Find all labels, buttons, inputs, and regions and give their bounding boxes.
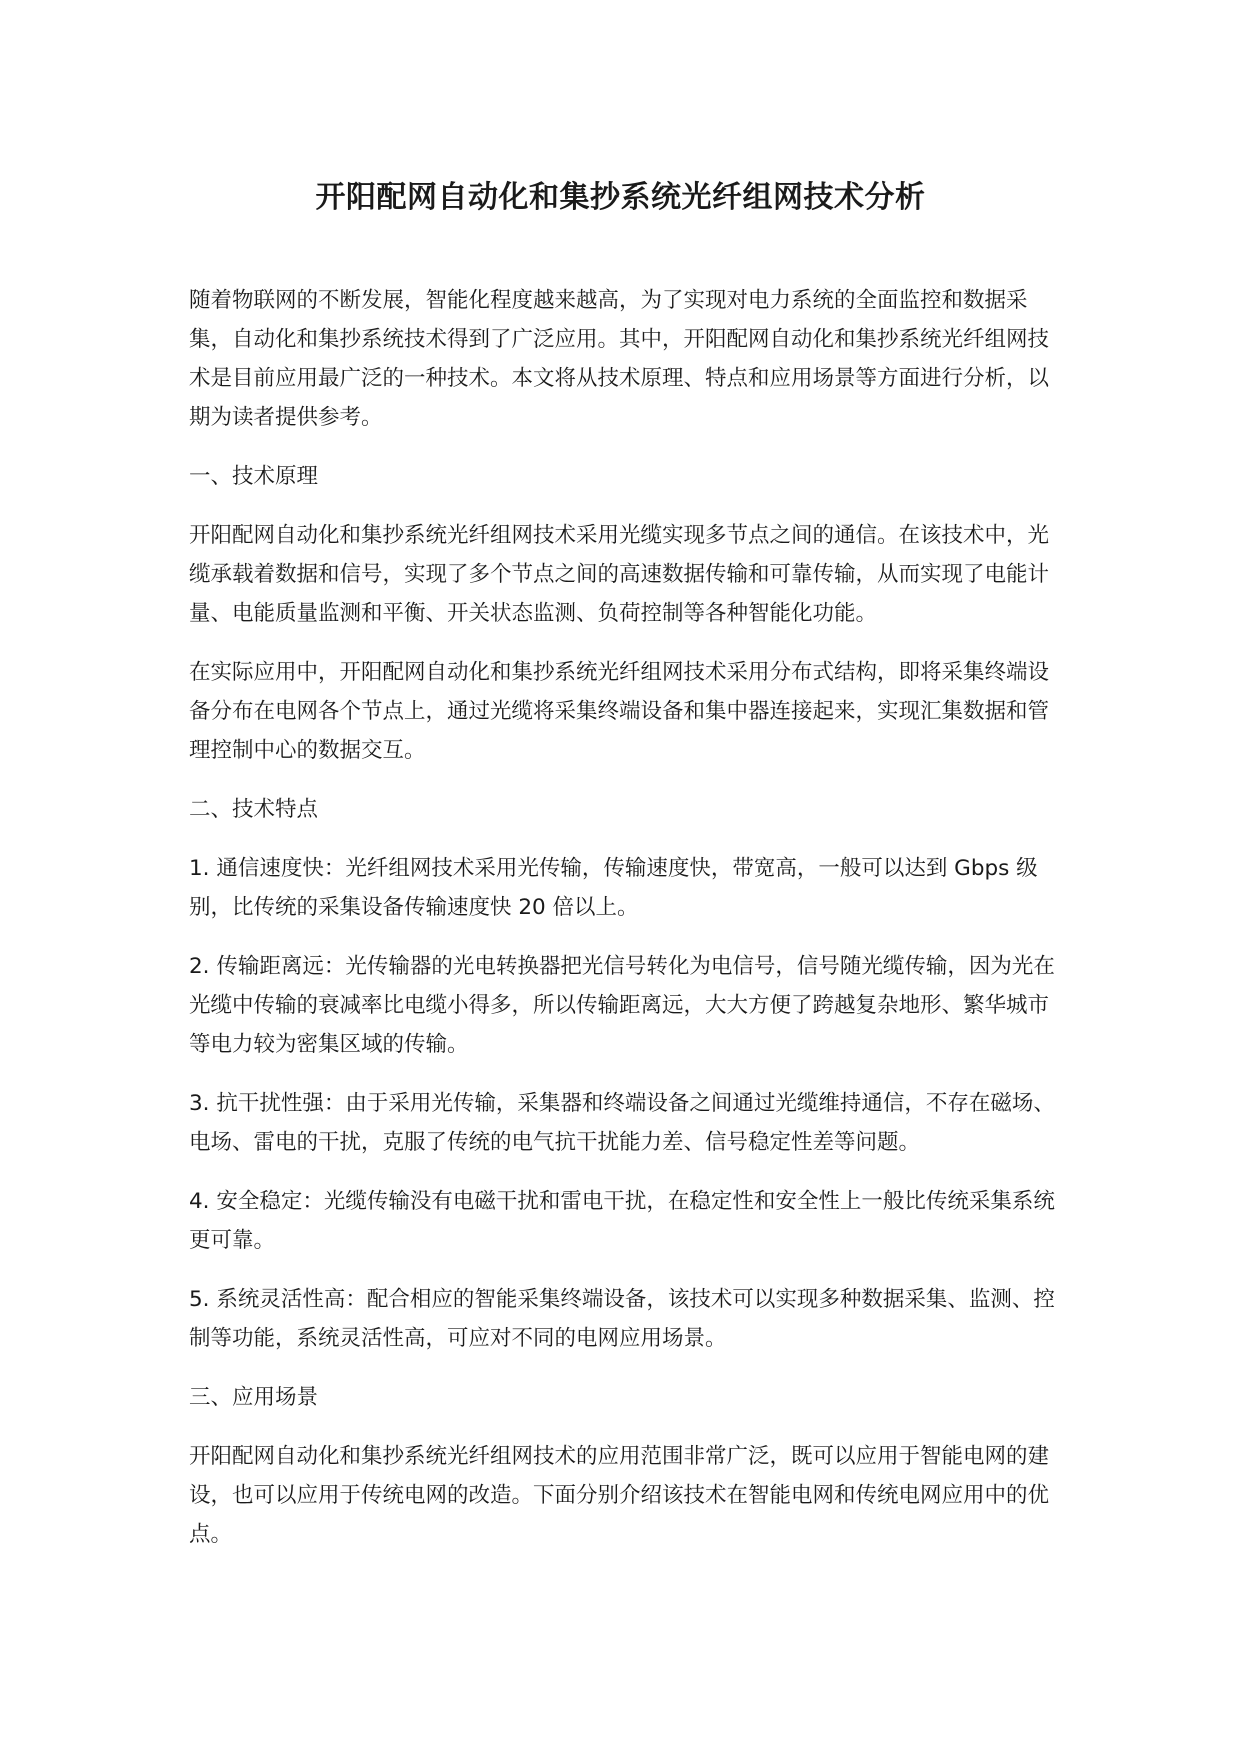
principle-paragraph-2: 在实际应用中，开阳配网自动化和集抄系统光纤组网技术采用分布式结构，即将采集终端设备分布在电网各个节点上，通过光缆将采集终端设备和集中器连接起来，实现汇集数据和管理控制中心的数据交互。 (189, 660, 1050, 763)
document-title: 开阳配网自动化和集抄系统光纤组网技术分析 (315, 180, 926, 215)
feature-item-1: 1. 通信速度快：光纤组网技术采用光传输，传输速度快，带宽高，一般可以达到 Gbps 级别，比传统的采集设备传输速度快 20 倍以上。 (189, 856, 1038, 920)
section-heading-applications: 三、应用场景 (189, 1385, 319, 1410)
feature-item-5: 5. 系统灵活性高：配合相应的智能采集终端设备，该技术可以实现多种数据采集、监测、控制等功能，系统灵活性高，可应对不同的电网应用场景。 (189, 1287, 1055, 1351)
document-body (189, 281, 1061, 1574)
principle-paragraph-1: 开阳配网自动化和集抄系统光纤组网技术采用光缆实现多节点之间的通信。在该技术中，光缆承载着数据和信号，实现了多个节点之间的高速数据传输和可靠传输，从而实现了电能计量、电能质量监测和平衡、开关状态监测、负荷控制等各种智能化功能。 (189, 523, 1050, 626)
feature-item-2: 2. 传输距离远：光传输器的光电转换器把光信号转化为电信号，信号随光缆传输，因为光在光缆中传输的衰减率比电缆小得多，所以传输距离远，大大方便了跨越复杂地形、繁华城市等电力较为密集区域的传输。 (189, 954, 1055, 1057)
feature-item-3: 3. 抗干扰性强：由于采用光传输，采集器和终端设备之间通过光缆维持通信，不存在磁场、电场、雷电的干扰，克服了传统的电气抗干扰能力差、信号稳定性差等问题。 (189, 1091, 1055, 1155)
section-heading-principle: 一、技术原理 (189, 464, 319, 489)
applications-paragraph: 开阳配网自动化和集抄系统光纤组网技术的应用范围非常广泛，既可以应用于智能电网的建设，也可以应用于传统电网的改造。下面分别介绍该技术在智能电网和传统电网应用中的优点。 (189, 1444, 1050, 1547)
feature-item-4: 4. 安全稳定：光缆传输没有电磁干扰和雷电干扰，在稳定性和安全性上一般比传统采集系统更可靠。 (189, 1189, 1055, 1253)
section-heading-features: 二、技术特点 (189, 797, 319, 822)
intro-paragraph: 随着物联网的不断发展，智能化程度越来越高，为了实现对电力系统的全面监控和数据采集，自动化和集抄系统技术得到了广泛应用。其中，开阳配网自动化和集抄系统光纤组网技术是目前应用最广泛的一种技术。本文将从技术原理、特点和应用场景等方面进行分析，以期为读者提供参考。 (189, 288, 1050, 430)
